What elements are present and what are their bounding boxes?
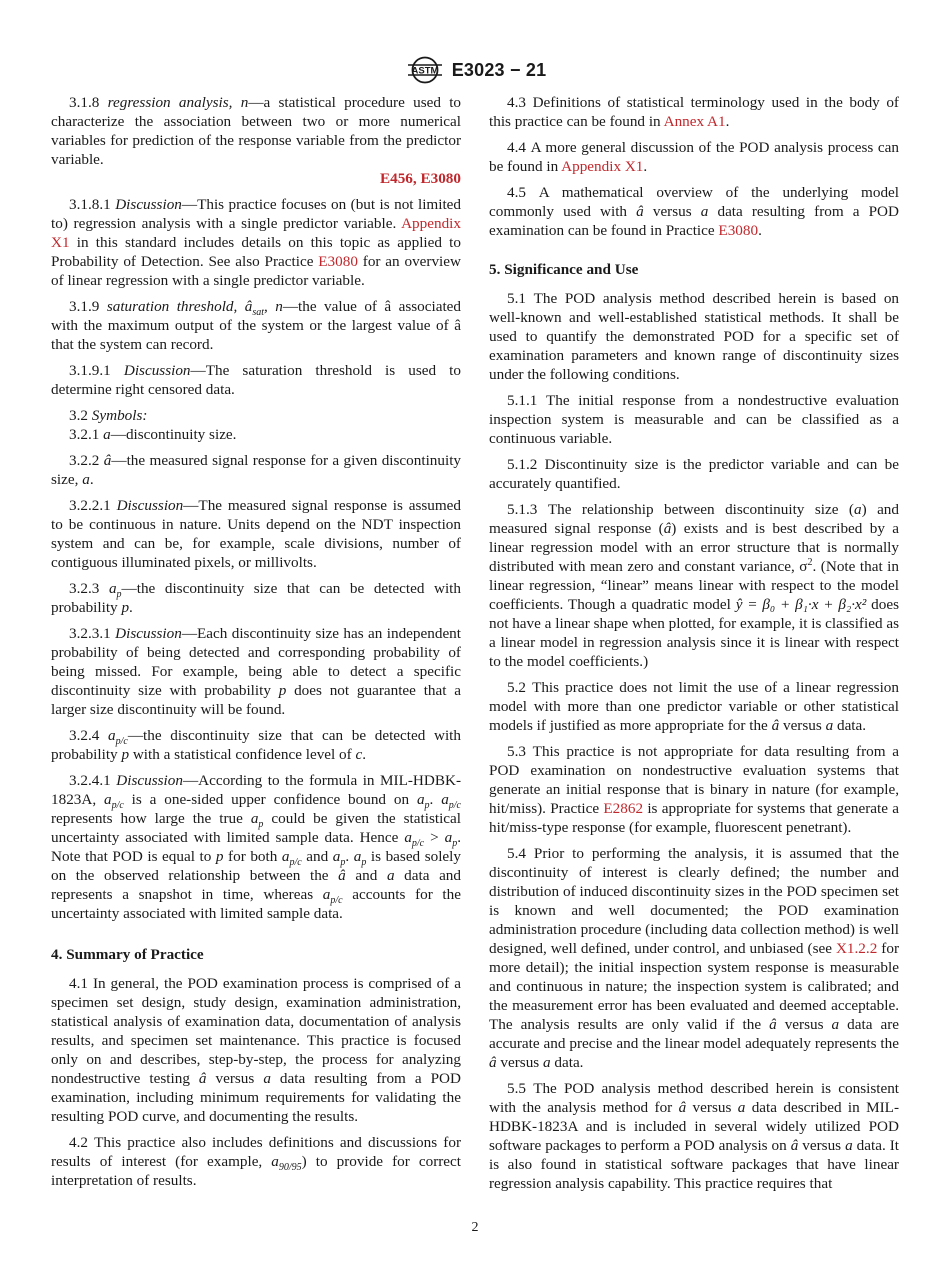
paragraph-5-1-3: 5.1.3 The relationship between discontinuity size (a) and measured signal response (â) exists and is best described by a linear regression model with an error structure that is normally distributed with mean zero and constant variance, $\sigma^2$. (Note that in linear regression, “linear” means linear with respect to the model coefficients. Though a quadratic model ŷ = β₀ + β₁·x + β₂·x² does not have a linear shape when plotted, for example, it is classified as a linear model in regression analysis since it is linear with respect to the model coefficients.) [489, 501, 899, 670]
paragraph-3-2-2-1: 3.2.2.1 Discussion—The measured signal response is assumed to be continuous in nature. Units depend on the NDT inspection system and can be, for example, scale divisions, number of contiguous illuminated pixels, or millivolts. [51, 497, 462, 571]
paragraph-5-4: 5.4 Prior to performing the analysis, it is assumed that the discontinuity of interest is clearly defined; the number and distribution of induced discontinuity sizes in the POD specimen set is known and well documented; the POD examination administration procedure (including data collection method) is well designed, well defined, under control, and unbiased (see X1.2.2 for more detail); the initial inspection system response is measurable and continuous in nature; the inspection system is calibrated; and the measurement error has been evaluated and deemed acceptable. The analysis results are only valid if the â versus a data are accurate and precise and the linear model adequately represents the â versus a data. [489, 845, 899, 1071]
e2862-link[interactable]: E2862 [603, 800, 644, 817]
astm-logo-icon [404, 56, 446, 84]
paragraph-5-1-1: 5.1.1 The initial response from a nondestructive evaluation inspection system is measurable and can be classified as a continuous variable. [489, 392, 900, 447]
left-column [51, 93, 461, 1197]
paragraph-3-1-8: 3.1.8 regression analysis, n—a statistical procedure used to characterize the association between two or more numerical variables for prediction of the response variable from the predictor variable. E456, E3080 [51, 94, 462, 187]
paragraph-5-1: 5.1 The POD analysis method described herein is based on well-known and well-established statistical methods. It shall be used to quantify the demonstrated POD for a specific set of examination parameters and known range of discontinuity sizes under the following conditions. [489, 290, 900, 383]
paragraph-5-2: 5.2 This practice does not limit the use of a linear regression model with more than one predictor variable or other statistical models if justified as more appropriate for the â versus a data. [489, 679, 899, 734]
appendix-x1-link[interactable]: Appendix X1 [561, 158, 644, 175]
paragraph-3-1-8-1: 3.1.8.1 Discussion—This practice focuses on (but is not limited to) regression analysis with a single predictor variable. Appendix X1 in this standard includes details on this topic as applied to Probability of Detection. See also Practice E3080 for an overview of linear regression with a single predictor variable. [51, 196, 461, 289]
appendix-x1-link[interactable]: Appendix X1 [51, 215, 461, 251]
section-5-heading: 5. Significance and Use [489, 261, 639, 278]
svg-text:ASTM: ASTM [411, 65, 439, 77]
right-column [489, 93, 899, 1200]
page-header [0, 54, 950, 86]
e3080-link[interactable]: E3080 [318, 253, 358, 270]
paragraph-4-4: 4.4 A more general discussion of the POD analysis process can be found in Appendix X1. [489, 139, 899, 175]
paragraph-4-2: 4.2 This practice also includes definitions and discussions for results of interest (for example, $a_{90/95}$) to provide for correct interpretation of results. [51, 1134, 462, 1189]
e3080-link[interactable]: E3080 [718, 222, 759, 239]
x1-2-2-link[interactable]: X1.2.2 [835, 940, 878, 957]
paragraph-3-2-2: 3.2.2 â—the measured signal response for a given discontinuity size, a. [51, 452, 462, 488]
paragraph-5-1-2: 5.1.2 Discontinuity size is the predictor variable and can be accurately quantified. [489, 456, 900, 492]
paragraph-3-2-1: 3.2.1 a—discontinuity size. [69, 426, 237, 443]
paragraph-5-3: 5.3 This practice is not appropriate for data resulting from a POD examination on nondestructive evaluation systems that generate an initial response that is binary in nature (for example, hit/miss). Practice E2862 is appropriate for systems that generate a hit/miss-type response (for example, fluorescent penetrant). [489, 743, 899, 836]
paragraph-5-5: 5.5 The POD analysis method described herein is consistent with the analysis method for â versus a data described in MIL-HDBK-1823A and is included in several widely utilized POD software packages to perform a POD analysis on â versus a data. It is also found in statistical software packages that have linear regression analysis capability. This practice requires that [489, 1080, 900, 1192]
paragraph-4-5: 4.5 A mathematical overview of the underlying model commonly used with â versus a data resulting from a POD examination can be found in Practice E3080. [489, 184, 899, 239]
paragraph-3-2-3: 3.2.3 $a_p—the$ discontinuity size that can be detected with probability p. [51, 580, 461, 616]
paragraph-3-2-4-1: 3.2.4.1 Discussion—According to the formula in MIL-HDBK-1823A, $a_{p/c}$ is a one-sided upper confidence bound on $a_p$. $a_{p/c}$ represents how large the true $a_p$ could be given the statistical uncertainty associated with limited sample data. Hence $a_{p/c} > a_p$. Note that POD is equal to p for both $a_{p/c}$ and $a_p$. $a_p$ is based solely on the observed relationship between the â and a data and represents a snapshot in time, whereas $a_{p/c}$ accounts for the uncertainty associated with limited sample data. [51, 772, 462, 922]
paragraph-4-3: 4.3 Definitions of statistical terminology used in the body of this practice can be found in Annex A1. [489, 94, 899, 130]
section-4-heading: 4. Summary of Practice [51, 946, 204, 963]
paragraph-4-1: 4.1 In general, the POD examination process is comprised of a specimen set design, study design, examination administration, statistical analysis of examination data, documentation of analysis results, and specimen set maintenance. This practice is focused only on and describes, step-by-step, the process for analyzing nondestructive testing â versus a data resulting from a POD examination, including minimum requirements for validating the resulting POD curve, and documenting the results. [51, 975, 461, 1125]
paragraph-3-2-4: 3.2.4 $a_{p/c}—the$ discontinuity size that can be detected with probability p with a statistical confidence level of c. [51, 727, 461, 763]
reference-link[interactable]: E456, E3080 [379, 170, 461, 187]
paragraph-3-1-9: 3.1.9 saturation threshold, $â_{sat}$, n—the value of â associated with the maximum output of the system or the largest value of â that the system can record. [51, 298, 462, 353]
paragraph-3-2: 3.2 Symbols: [69, 407, 148, 424]
paragraph-3-1-9-1: 3.1.9.1 Discussion—The saturation threshold is used to determine right censored data. [51, 362, 461, 398]
quadratic-equation: ŷ = β₀ + β₁·x + β₂·x² [735, 596, 867, 613]
annex-a1-link[interactable]: Annex A1 [663, 113, 726, 130]
paragraph-3-2-3-1: 3.2.3.1 Discussion—Each discontinuity size has an independent probability of being detected and corresponding probability of being missed. For example, being able to detect a specific discontinuity size with probability p does not guarantee that a larger size discontinuity will be found. [51, 625, 461, 718]
page-number: 2 [471, 1220, 479, 1235]
document-id: E3023 − 21 [451, 59, 547, 80]
